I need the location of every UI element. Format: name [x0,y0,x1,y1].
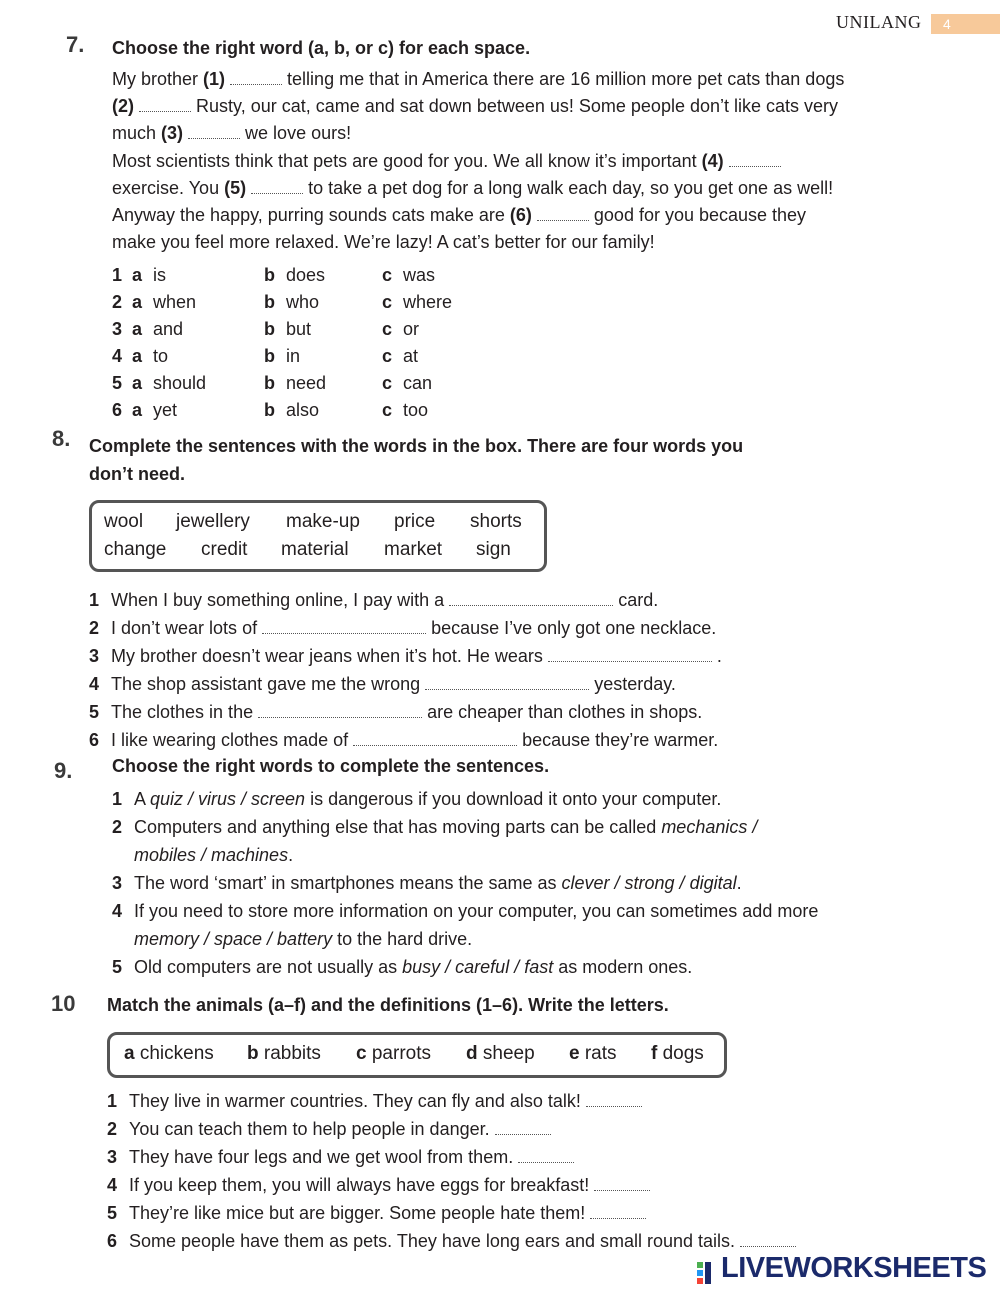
page-number-badge [931,14,1000,34]
option-letter-a: a [132,292,143,312]
answer-blank[interactable] [548,647,712,662]
answer-blank[interactable] [537,206,589,221]
answer-blank[interactable] [139,97,191,112]
item-number: 3 [107,1147,118,1167]
answer-blank[interactable] [258,703,422,718]
word-choices: mechanics / [661,817,758,837]
item-number: 3 [112,873,123,893]
answer-blank[interactable] [425,675,589,690]
gap-number: (2) [112,96,134,117]
sentence-item: 6 I like wearing clothes made of because they’re warmer. [89,726,889,754]
option-b[interactable]: does [286,265,326,285]
question-9-number: 9. [54,758,73,783]
option-letter-b: b [264,292,275,312]
gap-number: (4) [701,150,724,171]
question-8-number: 8. [52,426,71,451]
word-choices: quiz / virus / screen [150,789,306,809]
item-number: 3 [89,646,100,666]
sentence-item-continued: mobiles / machines. [134,845,294,865]
item-number: 1 [107,1091,118,1111]
sentence-item: 4 If you need to store more information on your computer, you can sometimes add more [112,897,932,925]
item-number: 1 [112,789,123,809]
option-letter-c: c [382,400,393,420]
liveworksheets-logo-text: LIVEWORKSHEETS [721,1252,987,1284]
sentence-item: 2 Computers and anything else that has moving parts can be called mechanics / [112,813,932,841]
option-letter-c: c [382,292,393,312]
item-number: 5 [112,957,123,977]
question-10-items [107,1087,927,1255]
word-choices: memory / space / battery [134,929,333,949]
sentence-item: 2 I don’t wear lots of because I’ve only got one necklace. [89,614,889,642]
word-box-item: material [281,539,349,560]
definition-item: 2 You can teach them to help people in danger. [107,1115,927,1143]
option-letter-b: b [264,346,275,366]
word-choices: clever / strong / digital [561,873,737,893]
question-10-title: Match the animals (a–f) and the definitions (1–6). Write the letters. [107,995,669,1015]
animal-letter: d [466,1043,478,1064]
animal-option: c parrots [356,1043,431,1064]
word-box [89,500,547,572]
answer-blank[interactable] [230,70,282,85]
option-c[interactable]: where [403,292,453,312]
option-c[interactable]: too [403,400,429,420]
definition-item: 6 Some people have them as pets. They have long ears and small round tails. [107,1227,927,1255]
question-8-title-line1: Complete the sentences with the words in the box. There are four words you [89,436,744,456]
sentence-item: 3 My brother doesn’t wear jeans when it’s hot. He wears . [89,642,889,670]
question-7-options [112,262,512,424]
word-box-item: change [104,539,167,560]
option-number: 4 [112,346,123,366]
definition-item: 4 If you keep them, you will always have eggs for breakfast! [107,1171,927,1199]
option-c[interactable]: can [403,373,433,393]
answer-blank[interactable] [740,1232,796,1247]
animal-option: f dogs [651,1043,704,1064]
passage-line: (2) Rusty, our cat, came and sat down between us! Some people don’t like cats very [112,96,839,117]
option-row [112,370,512,397]
option-letter-a: a [132,373,143,393]
option-b[interactable]: need [286,373,327,393]
option-a[interactable]: when [153,292,197,312]
passage-line: Anyway the happy, purring sounds cats make are (6) good for you because they [112,205,807,226]
answer-blank[interactable] [188,124,240,139]
option-letter-c: c [382,346,393,366]
liveworksheets-logo [697,1252,986,1285]
gap-number: (5) [224,177,247,198]
option-b[interactable]: also [286,400,320,420]
answer-blank[interactable] [729,152,781,167]
option-number: 5 [112,373,123,393]
option-letter-a: a [132,319,143,339]
word-box-item: jewellery [176,511,250,532]
question-9-items [112,785,932,981]
option-b[interactable]: but [286,319,312,339]
passage-line: Most scientists think that pets are good for you. We all know it’s important (4) [112,148,932,175]
option-number: 2 [112,292,123,312]
item-number: 4 [89,674,100,694]
question-7-passage [112,66,932,256]
answer-blank[interactable] [594,1176,650,1191]
option-row [112,316,512,343]
option-a[interactable]: and [153,319,184,339]
item-number: 6 [107,1231,118,1251]
animal-option: d sheep [466,1043,535,1064]
answer-blank[interactable] [518,1148,574,1163]
option-letter-b: b [264,373,275,393]
word-box-item: shorts [470,511,522,532]
sentence-item: 3 The word ‘smart’ in smartphones means the same as clever / strong / digital. [112,869,932,897]
answer-blank[interactable] [262,619,426,634]
animal-letter: f [651,1043,658,1064]
passage-line: My brother (1) telling me that in America there are 16 million more pet cats than dogs [112,69,845,89]
word-box-item: credit [201,539,248,560]
question-7-title: Choose the right word (a, b, or c) for each space. [112,38,531,58]
answer-blank[interactable] [251,179,303,194]
item-number: 6 [89,730,100,750]
option-letter-b: b [264,319,275,339]
option-b[interactable]: who [286,292,320,312]
answer-blank[interactable] [353,731,517,746]
option-number: 1 [112,265,123,285]
item-number: 4 [112,901,123,921]
sentence-item: 5 Old computers are not usually as busy / careful / fast as modern ones. [112,953,932,981]
option-letter-c: c [382,265,393,285]
sentence-item: 1 A quiz / virus / screen is dangerous if you download it onto your computer. [112,785,932,813]
question-8-items [89,586,889,754]
animal-letter: a [124,1043,135,1064]
answer-blank[interactable] [449,591,613,606]
question-10-number: 10 [51,991,76,1016]
definition-item: 3 They have four legs and we get wool from them. [107,1143,927,1171]
item-number: 4 [107,1175,118,1195]
word-choices: busy / careful / fast [402,957,554,977]
sentence-item: 1 When I buy something online, I pay with a card. [89,586,889,614]
option-a[interactable]: yet [153,400,178,420]
option-letter-a: a [132,346,143,366]
answer-blank[interactable] [495,1120,551,1135]
item-number: 2 [112,817,123,837]
animal-letter: e [569,1043,580,1064]
option-letter-b: b [264,265,275,285]
option-number: 3 [112,319,123,339]
option-row [112,262,512,289]
option-c[interactable]: was [403,265,436,285]
page-number: 4 [943,16,951,32]
gap-number: (6) [509,205,532,226]
animal-option: e rats [569,1043,617,1064]
item-number: 2 [89,618,100,638]
option-row [112,343,512,370]
option-letter-c: c [382,319,393,339]
word-box-item: market [384,539,443,560]
option-c[interactable]: or [403,319,420,339]
option-letter-a: a [132,265,143,285]
gap-number: (3) [161,123,184,144]
option-b[interactable]: in [286,346,301,366]
answer-blank[interactable] [586,1092,642,1107]
option-letter-c: c [382,373,393,393]
definition-item: 1 They live in warmer countries. They can fly and also talk! [107,1087,927,1115]
word-box-item: make-up [286,511,360,532]
word-box-item: price [394,511,436,532]
passage-line: exercise. You (5) to take a pet dog for a long walk each day, so you get one as well! [112,177,834,198]
passage-line: make you feel more relaxed. We’re lazy! A cat’s better for our family! [112,232,655,253]
question-8-title-line2: don’t need. [89,464,185,484]
option-letter-b: b [264,400,275,420]
word-box-item: sign [476,539,511,560]
animal-option: b rabbits [247,1043,321,1064]
word-box-item: wool [104,511,144,532]
animal-box [107,1032,727,1078]
word-choices: mobiles / machines [134,845,289,865]
passage-line: much (3) we love ours! [112,123,352,144]
liveworksheets-logo-icon [697,1262,719,1284]
animal-letter: c [356,1043,367,1064]
option-number: 6 [112,400,123,420]
answer-blank[interactable] [590,1204,646,1219]
sentence-item: 4 The shop assistant gave me the wrong yesterday. [89,670,889,698]
question-9-title: Choose the right words to complete the sentences. [112,756,550,776]
option-a[interactable]: should [153,373,207,393]
question-7-number: 7. [66,32,85,57]
item-number: 1 [89,590,100,610]
option-row [112,289,512,316]
item-number: 5 [89,702,100,722]
sentence-item: 5 The clothes in the are cheaper than clothes in shops. [89,698,889,726]
item-number: 2 [107,1119,118,1139]
option-c[interactable]: at [403,346,419,366]
sentence-item-continued: memory / space / battery to the hard drive. [134,929,473,949]
item-number: 5 [107,1203,118,1223]
brand-name: UNILANG [836,12,922,32]
option-a[interactable]: is [153,265,166,285]
option-letter-a: a [132,400,143,420]
definition-item: 5 They’re like mice but are bigger. Some people hate them! [107,1199,927,1227]
animal-option: a chickens [124,1043,214,1064]
gap-number: (1) [203,69,226,89]
option-a[interactable]: to [153,346,169,366]
animal-letter: b [247,1043,259,1064]
option-row [112,397,512,424]
